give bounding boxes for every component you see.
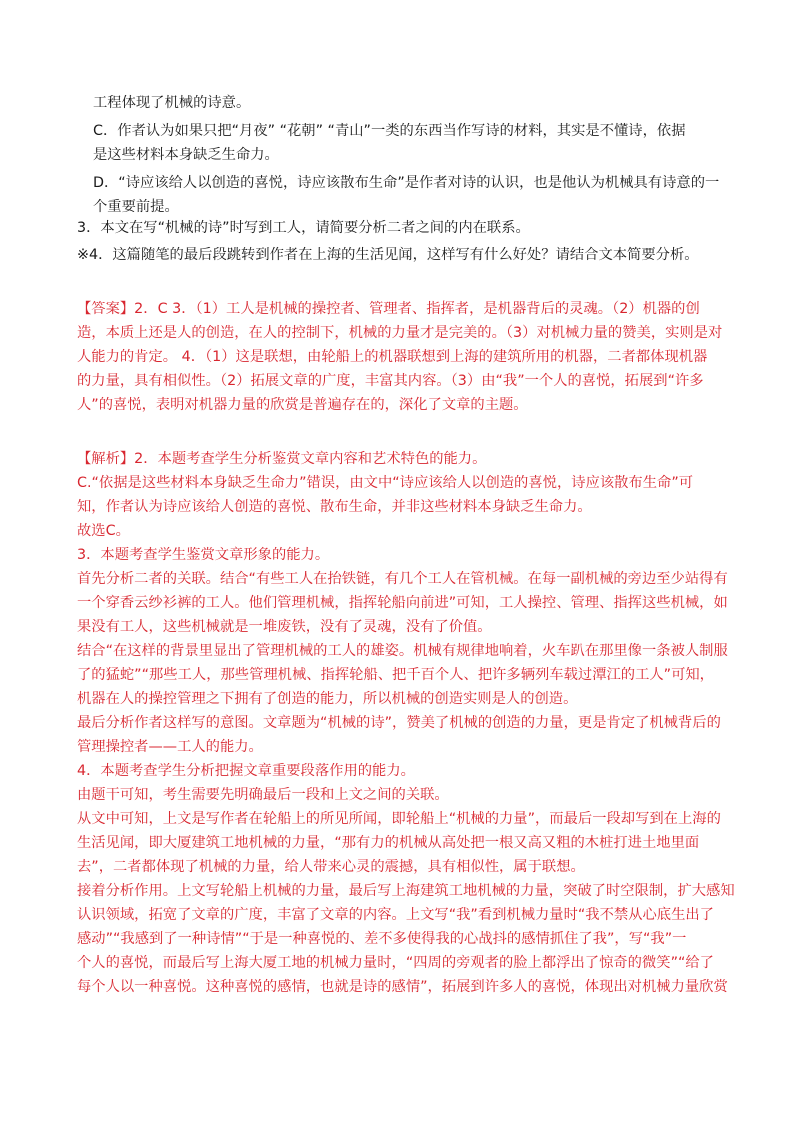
analysis-line: 【解析】2．本题考查学生分析鉴赏文章内容和艺术特色的能力。 xyxy=(77,451,487,467)
analysis-line: 由题干可知，考生需要先明确最后一段和上文之间的关联。 xyxy=(77,787,449,803)
analysis-line: 果没有工人，这些机械就是一堆废铁，没有了灵魂，没有了价值。 xyxy=(77,619,492,635)
question-line: 是这些材料本身缺乏生命力。 xyxy=(93,147,279,163)
analysis-line: 每个人以一种喜悦。这种喜悦的感情，也就是诗的感情”，拓展到许多人的喜悦，体现出对机械力量欣赏 xyxy=(77,979,728,995)
analysis-line: 感动”“我感到了一种诗情”“于是一种喜悦的、差不多使得我的心战抖的感情抓住了我”，写“我”一 xyxy=(77,931,687,947)
analysis-line: C.“依据是这些材料本身缺乏生命力”错误，由文中“诗应该给人以创造的喜悦，诗应该散布生命”可 xyxy=(77,475,694,491)
analysis-line: 结合“在这样的背景里显出了管理机械的工人的雄姿。机械有规律地响着，火车趴在那里像一条被人制服 xyxy=(77,643,728,659)
question-line: D．“诗应该给人以创造的喜悦，诗应该散布生命”是作者对诗的认识，也是他认为机械具有诗意的一 xyxy=(93,175,720,191)
analysis-line: 认识领域，拓宽了文章的广度，丰富了文章的内容。上文写“我”看到机械力量时“我不禁从心底生出了 xyxy=(77,907,714,923)
answer-line: 【答案】2．C 3．（1）工人是机械的操控者、管理者、指挥者，是机器背后的灵魂。（2）机器的创 xyxy=(77,301,700,317)
analysis-line: 最后分析作者这样写的意图。文章题为“机械的诗”，赞美了机械的创造的力量，更是肯定了机械背后的 xyxy=(77,715,721,731)
question-line: C．作者认为如果只把“月夜” “花朝” “青山”一类的东西当作写诗的材料，其实是不懂诗，依据 xyxy=(93,123,686,139)
analysis-line: 一个穿香云纱衫裤的工人。他们管理机械，指挥轮船向前进”可知，工人操控、管理、指挥这些机械，如 xyxy=(77,595,728,611)
analysis-line: 管理操控者——工人的能力。 xyxy=(77,739,263,755)
answer-line: 人”的喜悦，表明对机器力量的欣赏是普遍存在的，深化了文章的主题。 xyxy=(77,397,528,413)
answer-line: 的力量，具有相似性。（2）拓展文章的广度，丰富其内容。（3）由“我”一个人的喜悦，拓展到“许多 xyxy=(77,373,704,389)
analysis-line: 首先分析二者的关联。结合“有些工人在抬铁链，有几个工人在管机械。在每一副机械的旁边至少站得有 xyxy=(77,571,728,587)
analysis-line: 了的猛蛇”“那些工人，那些管理机械、指挥轮船、把千百个人、把许多辆列车载过潭江的工人”可知， xyxy=(77,667,714,683)
answer-line: 人能力的肯定。 4．（1）这是联想，由轮船上的机器联想到上海的建筑所用的机器，二者都体现机器 xyxy=(77,349,708,365)
analysis-line: 生活见闻，即大厦建筑工地机械的力量，“那有力的机械从高处把一根又高又粗的木桩打进土地里面 xyxy=(77,835,700,851)
analysis-line: 去”，二者都体现了机械的力量，给人带来心灵的震撼，具有相似性，属于联想。 xyxy=(77,859,585,875)
question-line: 个重要前提。 xyxy=(93,199,179,215)
answer-line: 造，本质上还是人的创造，在人的控制下，机械的力量才是完美的。（3）对机械力量的赞美，实则是对 xyxy=(77,325,723,341)
analysis-line: 机器在人的操控管理之下拥有了创造的能力，所以机械的创造实则是人的创造。 xyxy=(77,691,578,707)
analysis-line: 从文中可知，上文是写作者在轮船上的所见所闻，即轮船上“机械的力量”，而最后一段却写到在上海的 xyxy=(77,811,721,827)
analysis-line: 3．本题考查学生鉴赏文章形象的能力。 xyxy=(77,547,330,563)
question-line: 3．本文在写“机械的诗”时写到工人，请简要分析二者之间的内在联系。 xyxy=(77,220,530,236)
analysis-line: 接着分析作用。上文写轮船上机械的力量，最后写上海建筑工地机械的力量，突破了时空限制，扩大感知 xyxy=(77,883,735,899)
analysis-line: 知，作者认为诗应该给人创造的喜悦、散布生命，并非这些材料本身缺乏生命力。 xyxy=(77,499,592,515)
analysis-line: 故选C。 xyxy=(77,523,130,539)
question-line: ※4．这篇随笔的最后段跳转到作者在上海的生活见闻，这样写有什么好处？请结合文本简要分析。 xyxy=(77,247,699,263)
analysis-line: 个人的喜悦，而最后写上海大厦工地的机械力量时，“四周的旁观者的脸上都浮出了惊奇的微笑”“给了 xyxy=(77,955,714,971)
question-line: 工程体现了机械的诗意。 xyxy=(93,95,251,111)
analysis-line: 4．本题考查学生分析把握文章重要段落作用的能力。 xyxy=(77,763,415,779)
